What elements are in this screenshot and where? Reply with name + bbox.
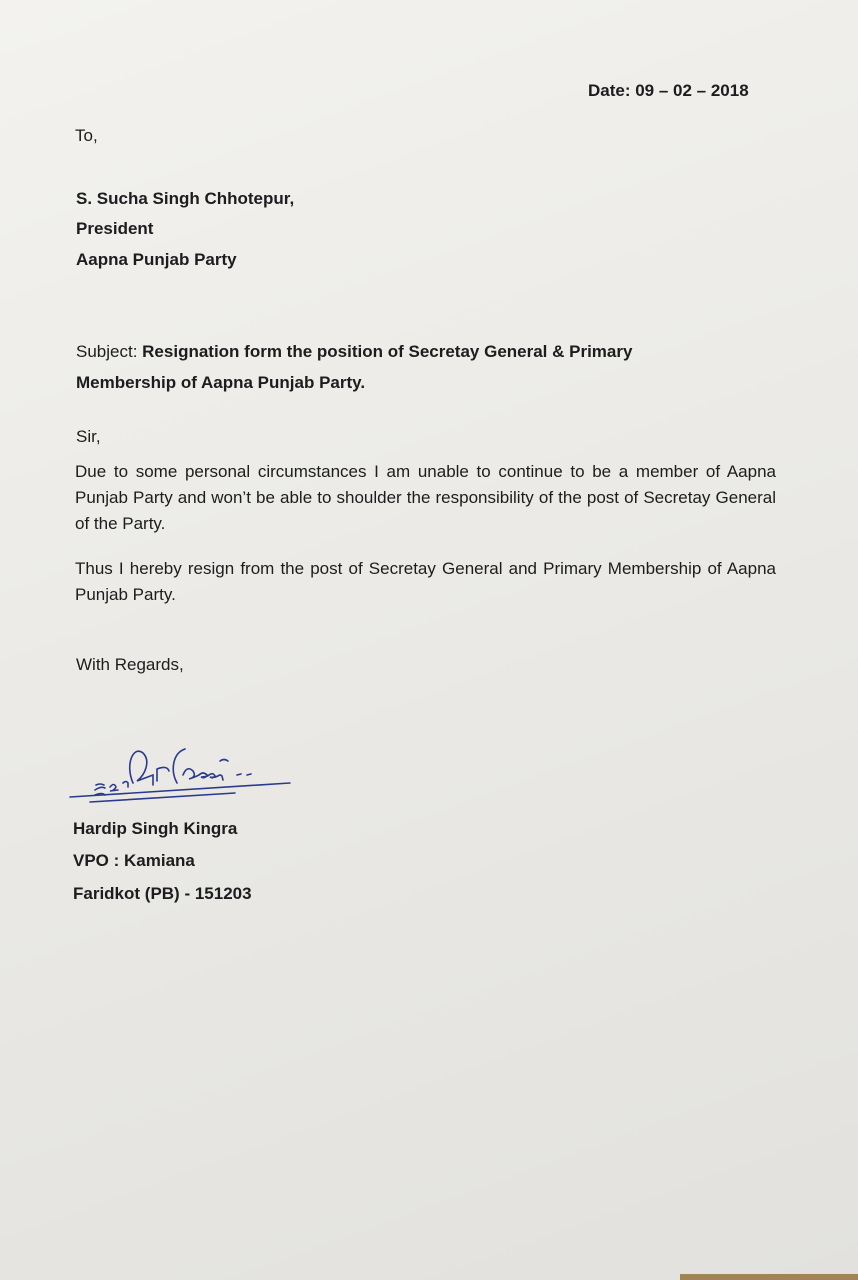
subject-text: Resignation form the position of Secretay General & Primary <box>142 342 633 361</box>
subject-label: Subject: <box>76 342 143 361</box>
recipient-name: S. Sucha Singh Chhotepur, <box>76 189 295 208</box>
salutation-to: To, <box>75 126 98 145</box>
signature <box>65 735 305 805</box>
greeting: Sir, <box>76 427 101 446</box>
sender-address: VPO : Kamiana <box>73 851 195 870</box>
sender-city: Faridkot (PB) - 151203 <box>73 884 252 903</box>
sender-name: Hardip Singh Kingra <box>73 819 238 838</box>
recipient-title: President <box>76 219 154 238</box>
recipient-org: Aapna Punjab Party <box>76 250 237 269</box>
body-paragraph-2: Thus I hereby resign from the post of Secretay General and Primary Membership of Aapna Punjab Party. <box>75 559 776 604</box>
table-surface <box>680 1274 858 1280</box>
body-paragraph-1: Due to some personal circumstances I am unable to continue to be a member of Aapna Punjab Party and won’t be able to shoulder the responsibility of the post of Secretay General of the Party. <box>75 462 776 533</box>
subject-line <box>76 342 632 362</box>
subject-text-cont: Membership of Aapna Punjab Party. <box>76 373 366 392</box>
closing: With Regards, <box>76 655 184 674</box>
date: Date: 09 – 02 – 2018 <box>588 81 749 100</box>
